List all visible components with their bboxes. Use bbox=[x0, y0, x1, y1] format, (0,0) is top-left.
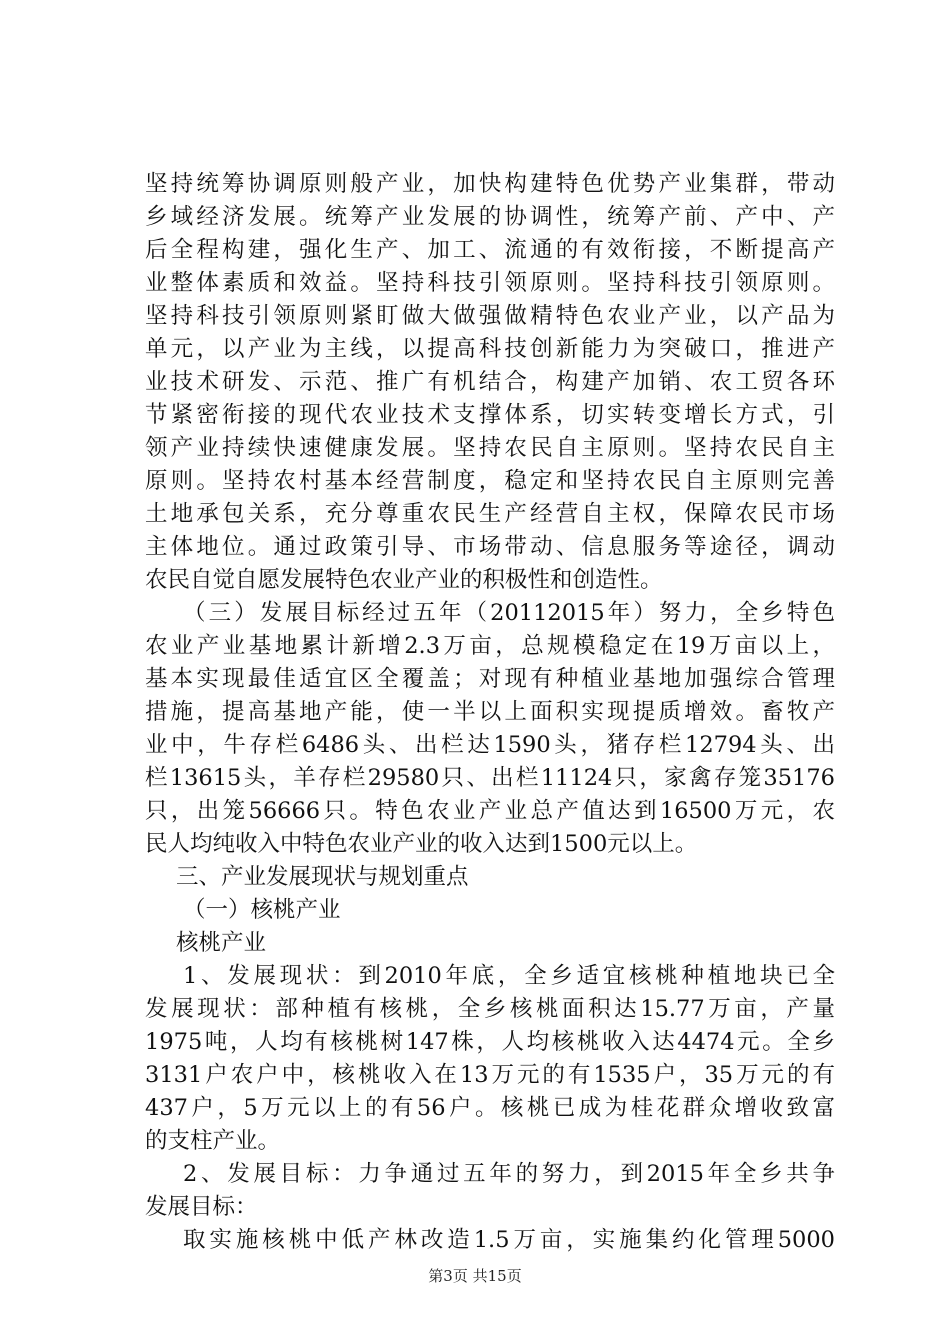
text-line: 1975吨，人均有核桃树147株，人均核桃收入达4474元。全乡 bbox=[145, 1029, 835, 1055]
text-line: 原则。坚持农村基本经营制度，稳定和坚持农民自主原则完善 bbox=[145, 468, 835, 494]
text-line: 业技术研发、示范、推广有机结合，构建产加销、农工贸各环 bbox=[145, 369, 835, 395]
text-line: 437户，5万元以上的有56户。核桃已成为桂花群众增收致富 bbox=[145, 1095, 835, 1121]
subsection-title: 核桃产业 bbox=[176, 930, 267, 956]
text-line: 发展目标： bbox=[145, 1194, 258, 1220]
text-line: 主体地位。通过政策引导、市场带动、信息服务等途径，调动 bbox=[145, 534, 835, 560]
text-line: 栏13615头，羊存栏29580只、出栏11124只，家禽存笼35176 bbox=[145, 765, 835, 791]
text-line: 措施，提高基地产能，使一半以上面积实现提质增效。畜牧产 bbox=[145, 699, 835, 725]
text-line: 节紧密衔接的现代农业技术支撑体系，切实转变增长方式，引 bbox=[145, 402, 835, 428]
text-line: 1、发展现状：到2010年底，全乡适宜核桃种植地块已全 bbox=[183, 963, 835, 989]
section-heading: 三、产业发展现状与规划重点 bbox=[176, 864, 469, 890]
text-line: 乡域经济发展。统筹产业发展的协调性，统筹产前、产中、产 bbox=[145, 204, 835, 230]
text-line: 单元，以产业为主线，以提高科技创新能力为突破口，推进产 bbox=[145, 336, 835, 362]
page-footer: 第3页 共15页 bbox=[428, 1267, 522, 1285]
text-line: 取实施核桃中低产林改造1.5万亩，实施集约化管理5000 bbox=[183, 1227, 835, 1253]
text-line: 坚持统筹协调原则般产业，加快构建特色优势产业集群，带动 bbox=[145, 171, 835, 197]
subsection-heading: （一）核桃产业 bbox=[183, 897, 341, 923]
text-line: 只，出笼56666只。特色农业产业总产值达到16500万元，农 bbox=[145, 798, 835, 824]
text-line: 的支柱产业。 bbox=[145, 1128, 281, 1154]
text-line: 发展现状：部种植有核桃，全乡核桃面积达15.77万亩，产量 bbox=[145, 996, 835, 1022]
text-line: 坚持科技引领原则紧盯做大做强做精特色农业产业，以产品为 bbox=[145, 303, 835, 329]
text-line: 业中，牛存栏6486头、出栏达1590头，猪存栏12794头、出 bbox=[145, 732, 835, 758]
text-line: 后全程构建，强化生产、加工、流通的有效衔接，不断提高产 bbox=[145, 237, 835, 263]
text-line: 农业产业基地累计新增2.3万亩，总规模稳定在19万亩以上， bbox=[145, 633, 835, 659]
text-line: 3131户农户中，核桃收入在13万元的有1535户，35万元的有 bbox=[145, 1062, 835, 1088]
text-line: 基本实现最佳适宜区全覆盖；对现有种植业基地加强综合管理 bbox=[145, 666, 835, 692]
text-line: 土地承包关系，充分尊重农民生产经营自主权，保障农民市场 bbox=[145, 501, 835, 527]
text-line: 业整体素质和效益。坚持科技引领原则。坚持科技引领原则。 bbox=[145, 270, 835, 296]
text-line: 农民自觉自愿发展特色农业产业的积极性和创造性。 bbox=[145, 567, 663, 593]
text-line: 领产业持续快速健康发展。坚持农民自主原则。坚持农民自主 bbox=[145, 435, 835, 461]
text-line: 2、发展目标：力争通过五年的努力，到2015年全乡共争 bbox=[183, 1161, 835, 1187]
text-line: （三）发展目标经过五年（20112015年）努力，全乡特色 bbox=[183, 600, 835, 626]
text-line: 民人均纯收入中特色农业产业的收入达到1500元以上。 bbox=[145, 831, 698, 857]
